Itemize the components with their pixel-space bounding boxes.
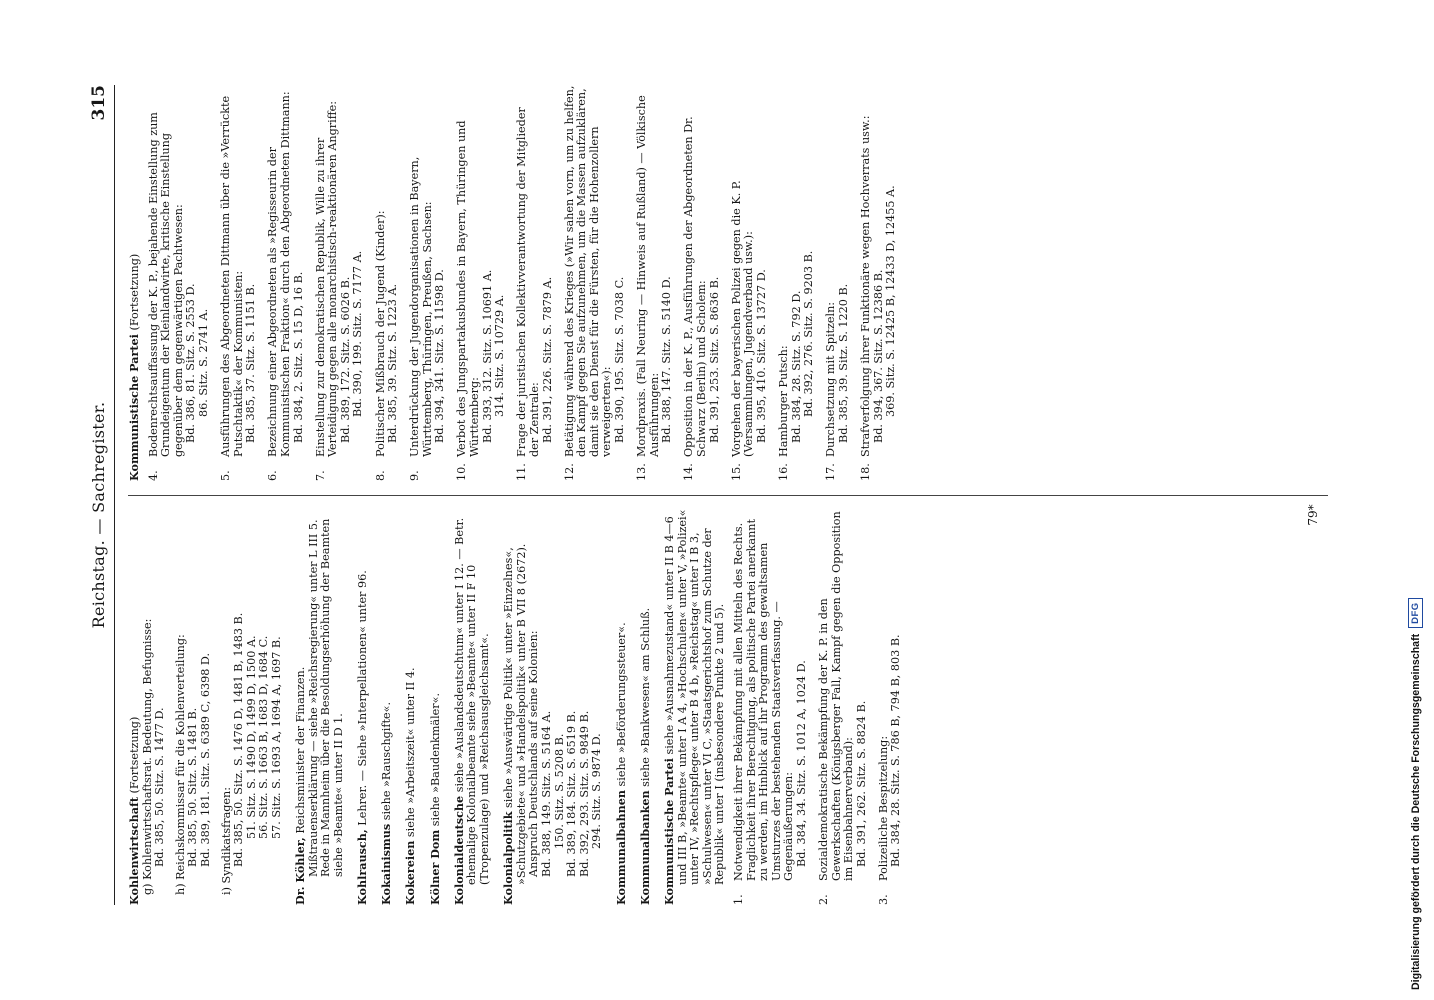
numbered-item: [825, 85, 850, 481]
item-number: 7.: [313, 470, 327, 481]
entry-koehler: [294, 509, 345, 905]
page-reference: Bd. 385, 50. Sitz. S. 1481 B.: [186, 707, 200, 867]
item-number: 16.: [776, 463, 790, 481]
page-reference: Bd. 394, 367. Sitz. S. 12386 B.: [871, 269, 885, 443]
page-reference: Bd. 391, 253. Sitz. S. 8636 B.: [707, 276, 721, 443]
column-divider: [128, 495, 1328, 496]
entry-text: siehe »Baudenkmäler«.: [428, 692, 442, 830]
page-reference: 57. Sitz. S. 1693 A, 1694 A, 1697 B.: [269, 636, 283, 839]
entry-kolonialpolitik: [502, 509, 604, 905]
entry-keyword: Kolonialdeutsche: [451, 795, 466, 905]
index-page: [86, 85, 1338, 905]
item-text: Polizeiliche Bespitzelung:: [876, 735, 890, 881]
entry-text: Rede in Mannheim über die Besoldungserhöhung der Beamten siehe »Beamte« unter II D 1.: [319, 518, 345, 877]
item-text: Strafverfolgung ihrer Funktionäre wegen Hochverrats usw.:: [858, 115, 872, 457]
numbered-item: [683, 85, 721, 481]
entry-keyword: Kohlenwirtschaft: [127, 797, 141, 905]
page-reference: Bd. 384, 34. Sitz. S. 1012 A, 1024 D.: [794, 660, 808, 867]
header-rule: [114, 85, 115, 905]
running-head: [86, 85, 112, 905]
page-reference: Bd. 391, 262. Sitz. S. 8824 B.: [854, 700, 868, 867]
entry-kolonialdeutsche: [453, 509, 492, 905]
printer-signature: 79*: [1306, 504, 1320, 526]
subentry-text: g) Kohlenwirtschaftsrat. Bedeutung, Befugnisse:: [140, 618, 154, 895]
item-text: Mordpraxis. (Fall Neuring — Hinweis auf Rußland) — Völkische Ausführungen:: [635, 95, 661, 457]
page-reference: Bd. 388, 147. Sitz. S. 5140 D.: [660, 276, 674, 443]
page-reference: Bd. 384, 28. Sitz. S. 786 B, 794 B, 803 B.: [889, 634, 903, 867]
entry-text: Lehrer. — Siehe »Interpellationen« unter 96.: [356, 570, 370, 830]
item-number: 3.: [876, 894, 890, 905]
item-text: Bezeichnung einer Abgeordneten als »Regisseurin der Kommunistischen Fraktion« durch den Abgeordneten Dittmann:: [266, 91, 292, 457]
item-text: Vorgehen der bayerischen Polizei gegen die K. P. (Versammlungen, Jugendverband usw.):: [729, 180, 756, 457]
entry-keyword: Kokereien: [403, 840, 418, 905]
numbered-item: [731, 85, 769, 481]
entry-kohlenwirtschaft: [128, 509, 284, 905]
numbered-item: [315, 85, 365, 481]
item-number: 13.: [635, 463, 649, 481]
entry-keyword: Kommunistische Partei: [127, 334, 141, 481]
entry-keyword: Kokainismus: [379, 823, 394, 905]
page-reference: Bd. 392, 293. Sitz. S. 9849 B.: [577, 710, 591, 877]
entry-text: siehe »Bankwesen« am Schluß.: [638, 607, 652, 791]
page-reference: 56. Sitz. S. 1663 B, 1683 D, 1684 C.: [257, 635, 271, 839]
item-number: 4.: [146, 470, 160, 481]
subentry-text: Anspruch Deutschlands auf seine Kolonien:: [527, 630, 541, 877]
item-text: Notwendigkeit ihrer Bekämpfung mit allen Mitteln des Rechts. Fraglichkeit ihrer Berechtigung, als politische Partei anerkannt zu werden, im Hinblick auf ihr Programm des gewaltsamen Umsturzes der bestehenden Staatsverfassung. — Gegenäußerungen:: [731, 518, 796, 881]
numbered-item: [778, 85, 816, 481]
left-column: [128, 509, 914, 905]
entry-suffix: (Fortsetzung): [128, 716, 141, 797]
entry-kohlrausch: [356, 509, 370, 905]
numbered-item: [148, 85, 211, 481]
page-reference: Bd. 394, 341. Sitz. S. 11598 D.: [433, 269, 447, 443]
page-reference: 150. Sitz. S. 5208 B.: [552, 733, 566, 849]
item-text: Frage der juristischen Kollektivverantwortung der Mitglieder der Zentrale:: [515, 107, 541, 457]
page-reference: Bd. 391, 226. Sitz. S. 7879 A.: [540, 276, 554, 443]
page-reference: Bd. 385, 50. Sitz. S. 1477 D.: [153, 707, 167, 867]
item-number: 11.: [515, 463, 529, 481]
numbered-item: [733, 509, 809, 905]
page-reference: Bd. 389, 184. Sitz. S. 6519 B.: [565, 710, 579, 877]
page-reference: Bd. 392, 276. Sitz. S. 9203 B.: [802, 250, 816, 417]
item-text: Durchsetzung mit Spitzeln:: [824, 301, 838, 457]
subentry-text: h) Reichskommissar für die Kohlenverteilung:: [173, 634, 187, 895]
digitization-credit: [1408, 598, 1423, 990]
item-text: Unterdrückung der Jugendorganisationen in Bayern, Württemberg, Thüringen, Preußen, Sachsen:: [408, 156, 434, 457]
page-reference: 369. Sitz. S. 12425 B, 12433 D, 12455 A.: [884, 185, 898, 417]
entry-text: siehe »Ausnahmezustand« unter II B 4—6 und III B, »Beamte« unter I A 4, »Hochschulen« unter V, »Polizei« unter IV, »Rechtspflege« unter B 4 b, »Reichstag« unter I B 3, »Schulwesen« unter VI C, »Staatsgerichtshof zum Schutze der Republik« unter I (insbesondere Punkte 2 und 5).: [662, 509, 727, 885]
page-reference: Bd. 393, 312. Sitz. S. 10691 A.: [480, 269, 494, 443]
subentry-i: [221, 509, 284, 905]
page-reference: Bd. 389, 172. Sitz. S. 6026 B.: [338, 276, 352, 443]
page-reference: Bd. 386, 81. Sitz. S. 2553 D.: [184, 283, 198, 443]
page-reference: Bd. 388, 149. Sitz. S. 5164 A.: [540, 710, 553, 877]
entry-keyword: Dr. Köhler,: [293, 837, 308, 905]
running-head-title: Reichstag. — Sachregister.: [89, 401, 108, 629]
page-reference: Bd. 385, 39. Sitz. S. 1223 A.: [386, 283, 400, 443]
item-number: 6.: [266, 470, 280, 481]
page-reference: Bd. 395, 410. Sitz. S. 13727 D.: [754, 269, 768, 443]
item-text: Ausführungen des Abgeordneten Dittmann über die »Verrückte Putschtaktik« der Kommunisten:: [219, 95, 245, 457]
entry-koelner-dom: [429, 509, 443, 905]
entry-text: Reichsminister der Finanzen.: [294, 666, 308, 838]
numbered-item: [564, 85, 627, 481]
numbered-item: [267, 85, 305, 481]
item-number: 1.: [731, 894, 745, 905]
page-reference: Bd. 385, 39. Sitz. S. 1220 B.: [836, 283, 850, 443]
entry-kommunalbanken: [639, 509, 653, 905]
numbered-item: [860, 85, 898, 481]
item-number: 5.: [219, 470, 233, 481]
page-reference: 294. Sitz. S. 9874 D.: [590, 733, 604, 849]
entry-kommunistische-partei-continued: [128, 85, 142, 481]
entry-text: siehe »Beförderungssteuer«.: [614, 622, 628, 791]
numbered-item: [878, 509, 903, 905]
digitization-credit-strip: [1398, 0, 1434, 1000]
numbered-item: [636, 85, 674, 481]
numbered-item: [456, 85, 506, 481]
entry-kokereien: [404, 509, 418, 905]
item-text: Hamburger Putsch:: [776, 345, 790, 457]
item-text: Bodenrechtsauffassung der K. P., bejahende Einstellung zum Grundeigentum der Kleinlandwirte, kritische Einstellung gegenüber dem gegenwärtigen Pachtwesen:: [146, 112, 185, 457]
page-reference: Bd. 390, 195. Sitz. S. 7038 C.: [613, 276, 626, 443]
item-number: 14.: [682, 463, 696, 481]
page-reference: Bd. 385, 37. Sitz. S. 1151 B.: [244, 283, 258, 443]
item-number: 15.: [729, 463, 743, 481]
numbered-item: [516, 85, 554, 481]
subentry-h: [175, 509, 213, 905]
entry-text: siehe »Auswärtige Politik« unter »Einzelnes«, »Schutzgebiete« und »Handelspolitik« unter B VII 8 (2672).: [502, 543, 528, 885]
entry-text: siehe »Auslandsdeutschtum« unter I 12. — Betr. ehemalige Kolonialbeamte siehe »Beamte« unter II F 10 (Tropenzulage) und »Reichsausgleichsamt«.: [452, 517, 492, 885]
entry-keyword: Kommunistische Partei: [661, 758, 676, 905]
item-number: 8.: [373, 470, 387, 481]
entry-kommunalbahnen: [615, 509, 629, 905]
numbered-item: [375, 85, 400, 481]
subentry-text: i) Syndikatsfragen:: [219, 786, 233, 895]
numbered-item: [409, 85, 447, 481]
entry-text: Mißtrauenserklärung — siehe »Reichsregierung« unter L III 5.: [306, 519, 320, 877]
item-number: 12.: [562, 463, 576, 481]
item-number: 18.: [858, 463, 872, 481]
page-reference: Bd. 389, 181. Sitz. S. 6389 C, 6398 D.: [198, 652, 212, 867]
item-text: Einstellung zur demokratischen Republik, Wille zu ihrer Verteidigung gegen alle monarchistisch-reaktionären Angriffe:: [313, 100, 340, 457]
page-reference: Bd. 384, 2. Sitz. S. 15 D, 16 B.: [291, 271, 305, 443]
entry-keyword: Kommunalbahnen: [613, 790, 628, 905]
item-number: 17.: [824, 463, 838, 481]
numbered-item-list: [148, 85, 898, 481]
numbered-item: [220, 85, 258, 481]
page-reference: 51. Sitz. S. 1490 D, 1499 D, 1500 A.: [244, 635, 258, 839]
page-reference: Bd. 384, 28. Sitz. S. 792 D.: [789, 290, 803, 443]
item-number: 2.: [816, 894, 830, 905]
entry-text: siehe »Rauschgifte«.: [380, 701, 394, 824]
page-reference: 314. Sitz. S. 10729 A.: [493, 294, 507, 417]
page-reference: Bd. 385, 50. Sitz. S. 1476 D, 1481 B, 1483 B.: [232, 612, 246, 867]
entry-keyword: Kommunalbanken: [637, 790, 652, 905]
item-number: 9.: [408, 470, 422, 481]
numbered-item: [818, 509, 868, 905]
entry-kokainismus: [380, 509, 394, 905]
page-reference: 86. Sitz. S. 2741 A.: [196, 308, 210, 417]
entry-keyword: Kolonialpolitik: [501, 811, 516, 905]
entry-keyword: Kohlrausch,: [355, 829, 370, 905]
item-text: Verbot des Jungspartakusbundes in Bayern, Thüringen und Württemberg:: [455, 120, 482, 457]
entry-suffix: (Fortsetzung): [128, 253, 141, 335]
credit-text: Digitalisierung gefördert durch die Deutsche Forschungsgemeinschaft: [1409, 633, 1422, 990]
item-text: Opposition in der K. P., Ausführungen der Abgeordneten Dr. Schwarz (Berlin) und Scholem:: [682, 116, 708, 457]
item-number: 10.: [455, 463, 469, 481]
right-column: [128, 85, 907, 481]
subentry-g: [142, 509, 167, 905]
item-text: Betätigung während des Krieges (»Wir sahen vorn, um zu helfen, den Kampf gegen Sie aufzunehmen, um die Massen aufzuklären, damit sie den Dienst für die Fürsten, für die Hohenzollern verweigerten«):: [562, 85, 614, 457]
entry-keyword: Kölner Dom: [427, 829, 442, 905]
entry-kommunistische-partei: [663, 509, 903, 905]
item-text: Politischer Mißbrauch der Jugend (Kinder):: [373, 210, 387, 457]
dfg-logo: DFG: [1408, 598, 1423, 628]
page-reference: Bd. 390, 199. Sitz. S. 7177 A.: [351, 250, 365, 417]
entry-text: siehe »Arbeitszeit« unter II 4.: [404, 667, 418, 841]
item-text: Sozialdemokratische Bekämpfung der K. P. in den Gewerkschaften (Königsberger Fall, Kampf gegen die Opposition im Eisenbahnerverband):: [816, 511, 856, 881]
page-number: 315: [89, 85, 109, 121]
